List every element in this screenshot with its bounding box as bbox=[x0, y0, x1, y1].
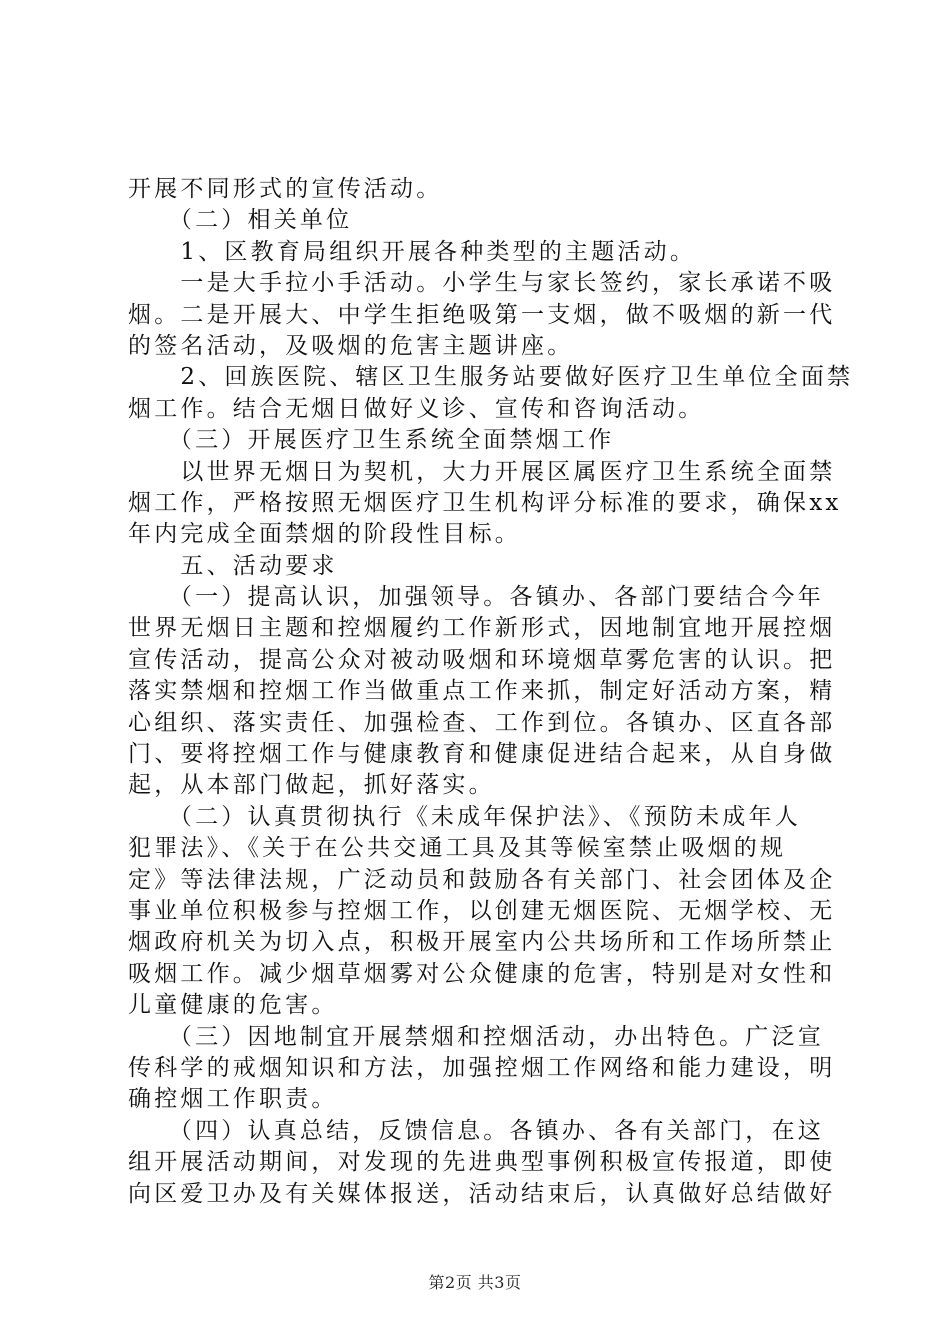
text-line: 犯罪法》、《关于在公共交通工具及其等候室禁止吸烟的规 bbox=[128, 835, 787, 862]
text-line: 确控烟工作职责。 bbox=[128, 1086, 338, 1113]
text-line: 传科学的戒烟知识和方法，加强控烟工作网络和能力建设，明 bbox=[128, 1054, 836, 1081]
text-line: 1、区教育局组织开展各种类型的主题活动。 bbox=[128, 238, 697, 265]
text-line: 落实禁烟和控烟工作当做重点工作来抓，制定好活动方案，精 bbox=[128, 678, 836, 705]
text-line: 心组织、落实责任、加强检查、工作到位。各镇办、区直各部 bbox=[128, 709, 836, 736]
text-line: （三）因地制宜开展禁烟和控烟活动，办出特色。广泛宣 bbox=[128, 1023, 824, 1050]
text-line: 年内完成全面禁烟的阶段性目标。 bbox=[128, 521, 521, 548]
text-line: 以世界无烟日为契机，大力开展区属医疗卫生系统全面禁 bbox=[128, 458, 836, 485]
text-line: 定》等法律法规，广泛动员和鼓励各有关部门、社会团体及企 bbox=[128, 866, 836, 893]
text-line: 烟。二是开展大、中学生拒绝吸第一支烟，做不吸烟的新一代 bbox=[128, 301, 836, 328]
text-line: 起，从本部门做起，抓好落实。 bbox=[128, 772, 495, 799]
text-line: 烟工作。结合无烟日做好义诊、宣传和咨询活动。 bbox=[128, 395, 705, 422]
text-line: （二）相关单位 bbox=[128, 207, 353, 234]
text-line: 儿童健康的危害。 bbox=[128, 992, 338, 1019]
page-footer: 第2页 共3页 bbox=[428, 1273, 522, 1292]
text-line: （一）提高认识，加强领导。各镇办、各部门要结合今年 bbox=[128, 584, 824, 611]
text-line: 五、活动要求 bbox=[128, 552, 338, 579]
text-line: 的签名活动，及吸烟的危害主题讲座。 bbox=[128, 332, 574, 359]
text-line: 开展不同形式的宣传活动。 bbox=[128, 176, 443, 202]
text-line: 一是大手拉小手活动。小学生与家长签约，家长承诺不吸 bbox=[128, 270, 836, 297]
text-line: 吸烟工作。减少烟草烟雾对公众健康的危害，特别是对女性和 bbox=[128, 960, 836, 987]
text-line: （四）认真总结，反馈信息。各镇办、各有关部门，在这 bbox=[128, 1117, 824, 1144]
text-line: 世界无烟日主题和控烟履约工作新形式，因地制宜地开展控烟 bbox=[128, 615, 836, 642]
text-line: 向区爱卫办及有关媒体报送，活动结束后，认真做好总结做好 bbox=[128, 1180, 836, 1207]
text-line: 宣传活动，提高公众对被动吸烟和环境烟草雾危害的认识。把 bbox=[128, 646, 836, 673]
text-line: （二）认真贯彻执行《未成年保护法》、《预防未成年人 bbox=[128, 803, 801, 830]
text-line: 门、要将控烟工作与健康教育和健康促进结合起来，从自身做 bbox=[128, 741, 836, 768]
text-line: 2、回族医院、辖区卫生服务站要做好医疗卫生单位全面禁 bbox=[128, 364, 854, 391]
text-line: 组开展活动期间，对发现的先进典型事例积极宣传报道，即使 bbox=[128, 1149, 836, 1176]
text-line: 事业单位积极参与控烟工作，以创建无烟医院、无烟学校、无 bbox=[128, 897, 836, 924]
document-body bbox=[128, 174, 854, 1210]
text-line: 烟政府机关为切入点，积极开展室内公共场所和工作场所禁止 bbox=[128, 929, 836, 956]
text-line: （三）开展医疗卫生系统全面禁烟工作 bbox=[128, 427, 615, 454]
text-line: 烟工作，严格按照无烟医疗卫生机构评分标准的要求，确保xx bbox=[128, 489, 842, 516]
